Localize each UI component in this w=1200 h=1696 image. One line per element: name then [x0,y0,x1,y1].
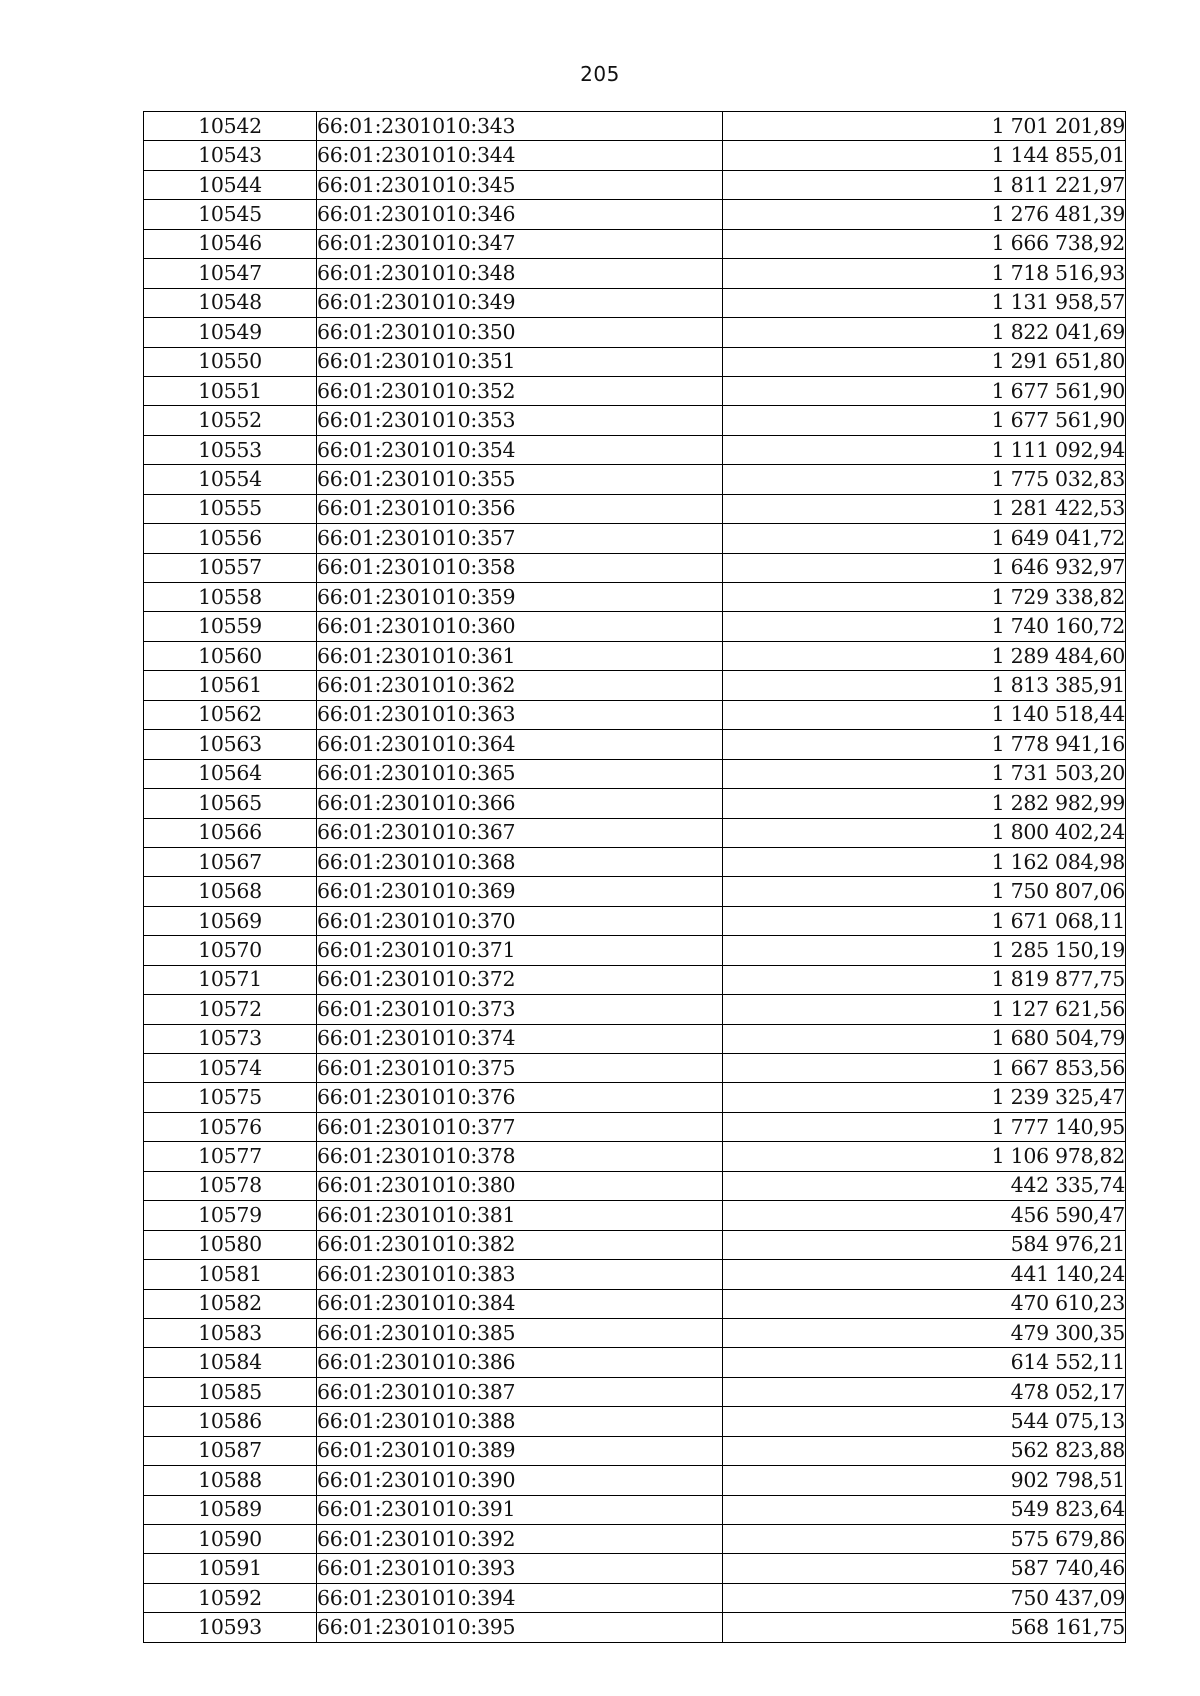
table-row [144,1083,1126,1112]
cadastral-value-cell: 1 729 338,82 [723,583,1126,612]
cadastral-value-cell: 442 335,74 [723,1171,1126,1200]
row-number-cell: 10586 [144,1407,317,1436]
table-row [144,494,1126,523]
row-number-cell: 10588 [144,1466,317,1495]
cadastral-value-cell: 1 671 068,11 [723,906,1126,935]
cadastral-value-cell: 1 646 932,97 [723,553,1126,582]
table-row [144,1318,1126,1347]
table-row [144,1348,1126,1377]
cadastral-value-cell: 750 437,09 [723,1583,1126,1612]
table-row [144,936,1126,965]
row-number-cell: 10560 [144,641,317,670]
cadastral-value-cell: 1 162 084,98 [723,847,1126,876]
cadastral-value-cell: 1 677 561,90 [723,406,1126,435]
cadastral-value-cell: 478 052,17 [723,1377,1126,1406]
row-number-cell: 10544 [144,170,317,199]
table-row [144,612,1126,641]
table-row [144,1407,1126,1436]
table-row [144,376,1126,405]
table-row [144,465,1126,494]
row-number-cell: 10565 [144,789,317,818]
cadastral-number-cell: 66:01:2301010:374 [317,1024,723,1053]
cadastral-value-cell: 568 161,75 [723,1613,1126,1642]
row-number-cell: 10590 [144,1525,317,1554]
cadastral-number-cell: 66:01:2301010:392 [317,1525,723,1554]
cadastral-value-cell: 1 276 481,39 [723,200,1126,229]
row-number-cell: 10580 [144,1230,317,1259]
cadastral-value-cell: 1 811 221,97 [723,170,1126,199]
table-row [144,1525,1126,1554]
cadastral-value-cell: 1 718 516,93 [723,259,1126,288]
row-number-cell: 10567 [144,847,317,876]
row-number-cell: 10556 [144,524,317,553]
cadastral-value-cell: 1 285 150,19 [723,936,1126,965]
table-row [144,906,1126,935]
cadastral-number-cell: 66:01:2301010:345 [317,170,723,199]
table-row [144,818,1126,847]
cadastral-value-cell: 587 740,46 [723,1554,1126,1583]
cadastral-value-cell: 1 701 201,89 [723,112,1126,141]
row-number-cell: 10562 [144,700,317,729]
cadastral-value-cell: 1 778 941,16 [723,730,1126,759]
cadastral-number-cell: 66:01:2301010:371 [317,936,723,965]
cadastral-number-cell: 66:01:2301010:361 [317,641,723,670]
cadastral-number-cell: 66:01:2301010:359 [317,583,723,612]
row-number-cell: 10578 [144,1171,317,1200]
cadastral-number-cell: 66:01:2301010:373 [317,995,723,1024]
table-row [144,641,1126,670]
row-number-cell: 10581 [144,1260,317,1289]
table-row [144,1142,1126,1171]
cadastral-value-cell: 456 590,47 [723,1201,1126,1230]
cadastral-value-cell: 470 610,23 [723,1289,1126,1318]
cadastral-value-cell: 1 106 978,82 [723,1142,1126,1171]
cadastral-number-cell: 66:01:2301010:353 [317,406,723,435]
row-number-cell: 10555 [144,494,317,523]
table-row [144,759,1126,788]
cadastral-value-cell: 1 666 738,92 [723,229,1126,258]
table-row [144,1054,1126,1083]
row-number-cell: 10577 [144,1142,317,1171]
cadastral-value-cell: 1 144 855,01 [723,141,1126,170]
table-row [144,847,1126,876]
table-row [144,1436,1126,1465]
cadastral-value-cell: 1 111 092,94 [723,435,1126,464]
cadastral-value-cell: 1 775 032,83 [723,465,1126,494]
cadastral-value-table [143,111,1126,1643]
table-row [144,700,1126,729]
row-number-cell: 10589 [144,1495,317,1524]
cadastral-number-cell: 66:01:2301010:372 [317,965,723,994]
page-number: 205 [580,62,620,86]
cadastral-value-cell: 1 282 982,99 [723,789,1126,818]
cadastral-number-cell: 66:01:2301010:393 [317,1554,723,1583]
table-row [144,1171,1126,1200]
cadastral-number-cell: 66:01:2301010:383 [317,1260,723,1289]
cadastral-value-cell: 1 649 041,72 [723,524,1126,553]
row-number-cell: 10587 [144,1436,317,1465]
row-number-cell: 10593 [144,1613,317,1642]
cadastral-value-cell: 902 798,51 [723,1466,1126,1495]
table-row [144,406,1126,435]
cadastral-number-cell: 66:01:2301010:350 [317,318,723,347]
cadastral-value-cell: 1 289 484,60 [723,641,1126,670]
table-row [144,229,1126,258]
table-row [144,1583,1126,1612]
cadastral-number-cell: 66:01:2301010:385 [317,1318,723,1347]
cadastral-number-cell: 66:01:2301010:377 [317,1112,723,1141]
cadastral-number-cell: 66:01:2301010:384 [317,1289,723,1318]
row-number-cell: 10543 [144,141,317,170]
cadastral-number-cell: 66:01:2301010:357 [317,524,723,553]
cadastral-number-cell: 66:01:2301010:354 [317,435,723,464]
row-number-cell: 10584 [144,1348,317,1377]
cadastral-number-cell: 66:01:2301010:347 [317,229,723,258]
cadastral-number-cell: 66:01:2301010:369 [317,877,723,906]
cadastral-value-cell: 1 131 958,57 [723,288,1126,317]
cadastral-value-cell: 584 976,21 [723,1230,1126,1259]
table-row [144,524,1126,553]
row-number-cell: 10576 [144,1112,317,1141]
cadastral-number-cell: 66:01:2301010:364 [317,730,723,759]
cadastral-value-cell: 1 127 621,56 [723,995,1126,1024]
cadastral-number-cell: 66:01:2301010:380 [317,1171,723,1200]
row-number-cell: 10552 [144,406,317,435]
cadastral-number-cell: 66:01:2301010:388 [317,1407,723,1436]
cadastral-value-cell: 1 777 140,95 [723,1112,1126,1141]
table-row [144,789,1126,818]
cadastral-value-cell: 1 800 402,24 [723,818,1126,847]
cadastral-number-cell: 66:01:2301010:382 [317,1230,723,1259]
cadastral-value-cell: 544 075,13 [723,1407,1126,1436]
cadastral-number-cell: 66:01:2301010:365 [317,759,723,788]
cadastral-number-cell: 66:01:2301010:349 [317,288,723,317]
cadastral-number-cell: 66:01:2301010:378 [317,1142,723,1171]
cadastral-value-cell: 1 740 160,72 [723,612,1126,641]
cadastral-number-cell: 66:01:2301010:343 [317,112,723,141]
cadastral-value-cell: 1 291 651,80 [723,347,1126,376]
cadastral-number-cell: 66:01:2301010:390 [317,1466,723,1495]
table-row [144,112,1126,141]
row-number-cell: 10554 [144,465,317,494]
row-number-cell: 10564 [144,759,317,788]
table-row [144,1230,1126,1259]
cadastral-number-cell: 66:01:2301010:360 [317,612,723,641]
table-row [144,288,1126,317]
row-number-cell: 10559 [144,612,317,641]
table-row [144,1201,1126,1230]
table-row [144,1377,1126,1406]
table-row [144,1613,1126,1642]
cadastral-number-cell: 66:01:2301010:387 [317,1377,723,1406]
cadastral-number-cell: 66:01:2301010:368 [317,847,723,876]
row-number-cell: 10585 [144,1377,317,1406]
table-row [144,553,1126,582]
cadastral-number-cell: 66:01:2301010:352 [317,376,723,405]
table-row [144,435,1126,464]
cadastral-value-cell: 1 750 807,06 [723,877,1126,906]
row-number-cell: 10570 [144,936,317,965]
row-number-cell: 10558 [144,583,317,612]
cadastral-number-cell: 66:01:2301010:391 [317,1495,723,1524]
row-number-cell: 10561 [144,671,317,700]
row-number-cell: 10575 [144,1083,317,1112]
cadastral-value-cell: 1 281 422,53 [723,494,1126,523]
cadastral-number-cell: 66:01:2301010:370 [317,906,723,935]
cadastral-value-cell: 1 819 877,75 [723,965,1126,994]
cadastral-number-cell: 66:01:2301010:356 [317,494,723,523]
cadastral-value-cell: 1 140 518,44 [723,700,1126,729]
cadastral-value-cell: 441 140,24 [723,1260,1126,1289]
table-row [144,259,1126,288]
table-row [144,318,1126,347]
cadastral-number-cell: 66:01:2301010:366 [317,789,723,818]
cadastral-value-cell: 1 680 504,79 [723,1024,1126,1053]
row-number-cell: 10549 [144,318,317,347]
cadastral-number-cell: 66:01:2301010:355 [317,465,723,494]
table-body [144,112,1126,1643]
row-number-cell: 10572 [144,995,317,1024]
row-number-cell: 10553 [144,435,317,464]
cadastral-number-cell: 66:01:2301010:375 [317,1054,723,1083]
table-row [144,995,1126,1024]
cadastral-number-cell: 66:01:2301010:389 [317,1436,723,1465]
cadastral-number-cell: 66:01:2301010:394 [317,1583,723,1612]
table-row [144,1024,1126,1053]
row-number-cell: 10550 [144,347,317,376]
table-row [144,1554,1126,1583]
table-row [144,1112,1126,1141]
cadastral-value-cell: 1 667 853,56 [723,1054,1126,1083]
table-row [144,1260,1126,1289]
row-number-cell: 10591 [144,1554,317,1583]
table-row [144,1466,1126,1495]
table-row [144,200,1126,229]
cadastral-number-cell: 66:01:2301010:346 [317,200,723,229]
cadastral-value-cell: 575 679,86 [723,1525,1126,1554]
cadastral-value-cell: 562 823,88 [723,1436,1126,1465]
cadastral-number-cell: 66:01:2301010:386 [317,1348,723,1377]
cadastral-number-cell: 66:01:2301010:363 [317,700,723,729]
row-number-cell: 10582 [144,1289,317,1318]
row-number-cell: 10545 [144,200,317,229]
cadastral-value-cell: 1 677 561,90 [723,376,1126,405]
cadastral-number-cell: 66:01:2301010:367 [317,818,723,847]
row-number-cell: 10551 [144,376,317,405]
table-row [144,877,1126,906]
row-number-cell: 10573 [144,1024,317,1053]
row-number-cell: 10557 [144,553,317,582]
cadastral-value-cell: 479 300,35 [723,1318,1126,1347]
row-number-cell: 10566 [144,818,317,847]
cadastral-value-cell: 1 813 385,91 [723,671,1126,700]
row-number-cell: 10547 [144,259,317,288]
cadastral-number-cell: 66:01:2301010:381 [317,1201,723,1230]
table-row [144,170,1126,199]
row-number-cell: 10548 [144,288,317,317]
cadastral-value-cell: 1 731 503,20 [723,759,1126,788]
table-row [144,1289,1126,1318]
table-row [144,141,1126,170]
row-number-cell: 10574 [144,1054,317,1083]
cadastral-value-cell: 549 823,64 [723,1495,1126,1524]
table-row [144,347,1126,376]
row-number-cell: 10563 [144,730,317,759]
row-number-cell: 10568 [144,877,317,906]
row-number-cell: 10583 [144,1318,317,1347]
row-number-cell: 10569 [144,906,317,935]
row-number-cell: 10542 [144,112,317,141]
table-row [144,1495,1126,1524]
cadastral-number-cell: 66:01:2301010:358 [317,553,723,582]
row-number-cell: 10592 [144,1583,317,1612]
table-row [144,730,1126,759]
cadastral-number-cell: 66:01:2301010:348 [317,259,723,288]
table-row [144,583,1126,612]
cadastral-value-cell: 1 239 325,47 [723,1083,1126,1112]
row-number-cell: 10579 [144,1201,317,1230]
row-number-cell: 10546 [144,229,317,258]
table-row [144,671,1126,700]
row-number-cell: 10571 [144,965,317,994]
cadastral-number-cell: 66:01:2301010:376 [317,1083,723,1112]
table-row [144,965,1126,994]
cadastral-number-cell: 66:01:2301010:351 [317,347,723,376]
cadastral-number-cell: 66:01:2301010:362 [317,671,723,700]
cadastral-value-cell: 614 552,11 [723,1348,1126,1377]
cadastral-number-cell: 66:01:2301010:344 [317,141,723,170]
cadastral-number-cell: 66:01:2301010:395 [317,1613,723,1642]
cadastral-value-cell: 1 822 041,69 [723,318,1126,347]
